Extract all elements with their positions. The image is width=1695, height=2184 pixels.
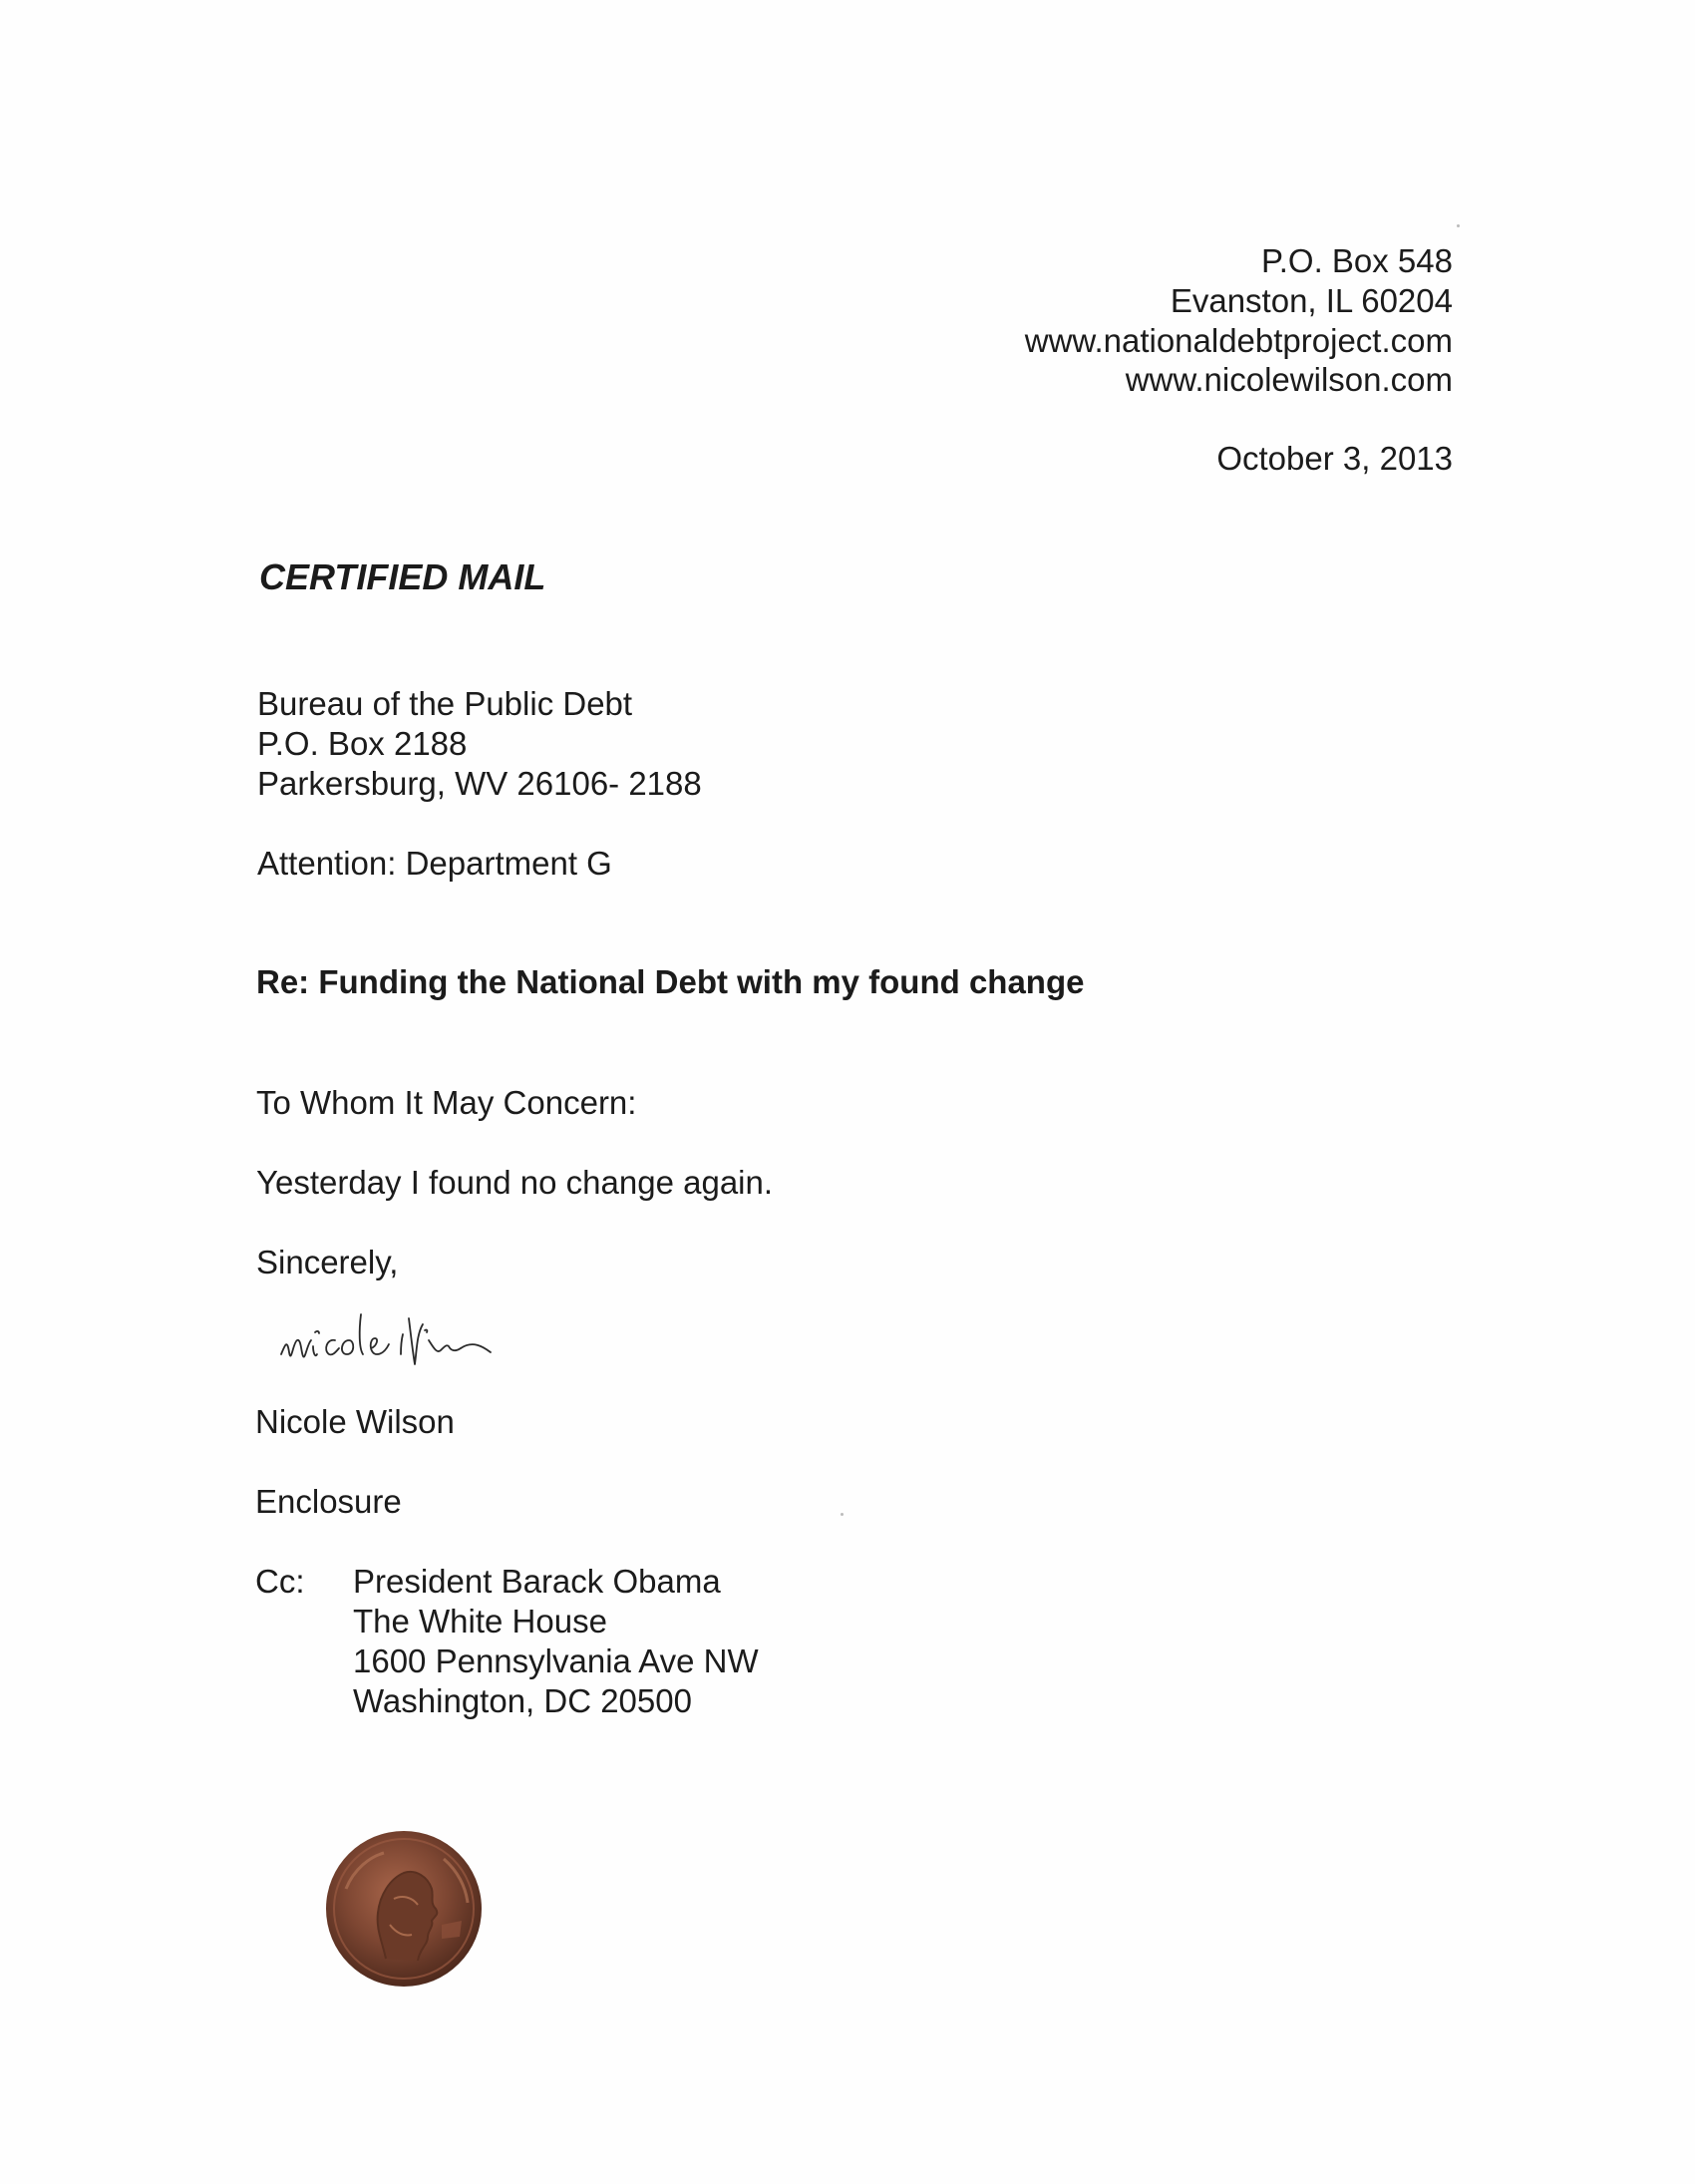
cc-name: President Barack Obama	[353, 1563, 721, 1600]
recipient-name: Bureau of the Public Debt	[257, 685, 633, 722]
recipient-address-line2: Parkersburg, WV 26106- 2188	[257, 765, 702, 802]
delivery-method: CERTIFIED MAIL	[259, 556, 546, 597]
sender-website-2: www.nicolewilson.com	[1125, 361, 1453, 398]
cc-line4: Washington, DC 20500	[353, 1682, 692, 1719]
cc-line3: 1600 Pennsylvania Ave NW	[353, 1642, 759, 1679]
handwritten-signature	[277, 1294, 576, 1384]
attention-line: Attention: Department G	[257, 845, 612, 882]
subject-line: Re: Funding the National Debt with my found change	[256, 963, 1085, 1000]
signer-name: Nicole Wilson	[255, 1403, 455, 1440]
recipient-address-line1: P.O. Box 2188	[257, 725, 468, 762]
body-text: Yesterday I found no change again.	[256, 1164, 774, 1201]
scan-speck	[841, 1513, 844, 1516]
sender-website-1: www.nationaldebtproject.com	[1024, 322, 1453, 359]
salutation: To Whom It May Concern:	[256, 1084, 637, 1121]
letter-date: October 3, 2013	[1216, 440, 1453, 477]
cc-line2: The White House	[353, 1603, 607, 1639]
cc-label: Cc:	[255, 1563, 305, 1600]
penny-coin-icon	[324, 1829, 484, 1989]
sender-address-line1: P.O. Box 548	[1260, 242, 1453, 279]
scan-speck	[1457, 224, 1460, 227]
enclosure-label: Enclosure	[255, 1483, 402, 1520]
sender-address-line2: Evanston, IL 60204	[1170, 282, 1453, 319]
closing: Sincerely,	[256, 1244, 399, 1280]
